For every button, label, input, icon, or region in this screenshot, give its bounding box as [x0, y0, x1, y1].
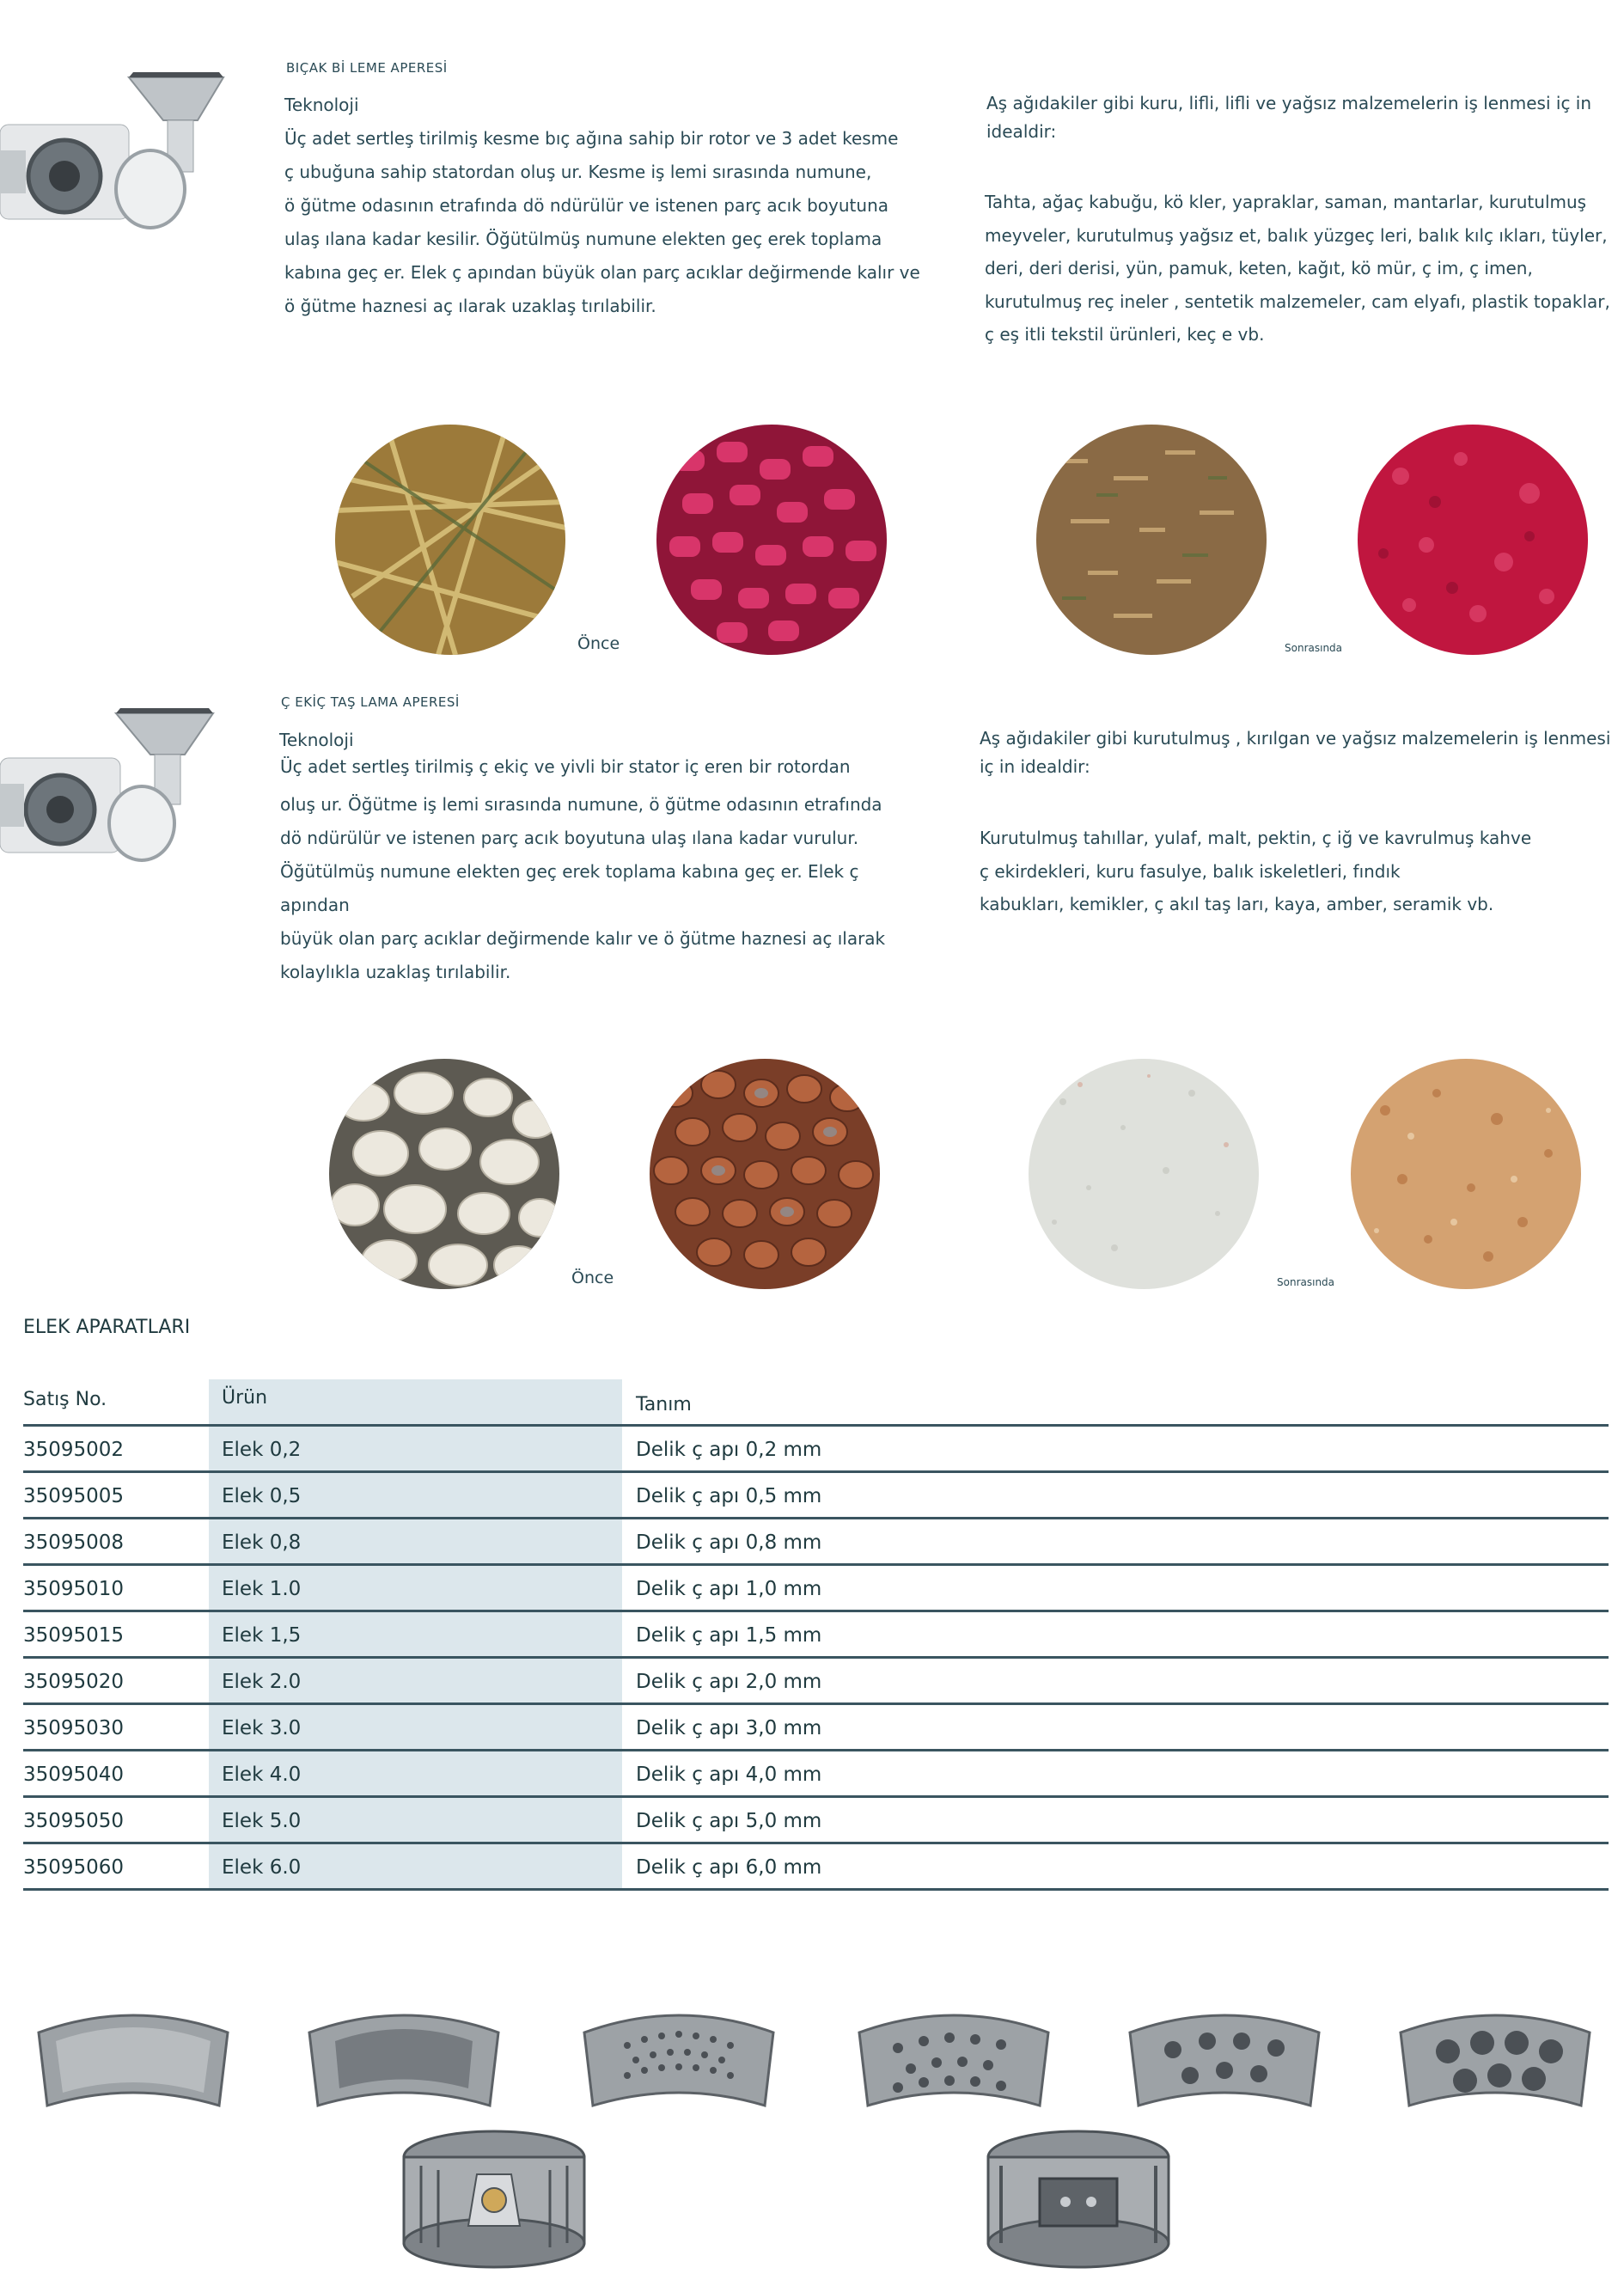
text-line: Kurutulmuş tahıllar, yulaf, malt, pektin, ç iğ ve kavrulmuş kahve	[980, 828, 1532, 848]
sales-no-cell: 35095030	[23, 1717, 125, 1739]
product-cell: Elek 0,5	[222, 1485, 302, 1507]
sieve-0-5-image	[301, 1998, 507, 2118]
text-line: Aş ağıdakiler gibi kurutulmuş , kırılgan ve yağsız malzemelerin iş lenmesi	[980, 728, 1611, 749]
before-caption: Önce	[577, 634, 620, 653]
table-row	[23, 1751, 1609, 1798]
sales-no-cell: 35095050	[23, 1810, 125, 1832]
column-header-sales-no: Satış No.	[23, 1389, 107, 1410]
text-line: kabukları, kemikler, ç akıl taş ları, kaya, amber, seramik vb.	[980, 894, 1494, 914]
table-row	[23, 1427, 1609, 1473]
description-text	[280, 750, 933, 989]
product-cell: Elek 1.0	[222, 1578, 302, 1600]
table-row	[23, 1705, 1609, 1751]
description-cell: Delik ç apı 6,0 mm	[636, 1856, 822, 1879]
text-line: ö ğütme odasının etrafında dö ndürülür ve istenen parç acık boyutuna	[284, 195, 888, 216]
sales-no-cell: 35095010	[23, 1578, 125, 1600]
before-caption: Önce	[571, 1268, 614, 1287]
product-cell: Elek 3.0	[222, 1717, 302, 1739]
product-cell: Elek 6.0	[222, 1856, 302, 1879]
materials-text	[985, 186, 1621, 351]
sieve-0-2-image	[30, 1998, 236, 2118]
description-cell: Delik ç apı 1,0 mm	[636, 1578, 822, 1600]
sales-no-cell: 35095008	[23, 1531, 125, 1554]
column-header-description: Tanım	[636, 1394, 692, 1415]
sales-no-cell: 35095002	[23, 1439, 125, 1461]
text-line: Aş ağıdakiler gibi kuru, lifli, lifli ve yağsız malzemelerin iş lenmesi iç in	[986, 93, 1592, 113]
text-line: Üç adet sertleş tirilmiş ç ekiç ve yivli bir stator iç eren bir rotordan	[280, 756, 851, 777]
sales-no-cell: 35095060	[23, 1856, 125, 1879]
text-line: Üç adet sertleş tirilmiş kesme bıç ağına sahip bir rotor ve 3 adet kesme	[284, 128, 899, 149]
technology-label: Teknoloji	[279, 730, 354, 750]
product-cell: Elek 5.0	[222, 1810, 302, 1832]
pebbles-sample-image	[329, 1059, 559, 1289]
description-cell: Delik ç apı 2,0 mm	[636, 1671, 822, 1693]
red-pellets-sample-image	[656, 425, 887, 655]
description-cell: Delik ç apı 1,5 mm	[636, 1624, 822, 1647]
description-cell: Delik ç apı 5,0 mm	[636, 1810, 822, 1832]
column-header-product: Ürün	[222, 1387, 268, 1409]
text-line: ç ubuğuna sahip statordan oluş ur. Kesme iş lemi sırasında numune,	[284, 162, 872, 182]
sales-no-cell: 35095015	[23, 1624, 125, 1647]
after-caption: Sonrasında	[1285, 642, 1343, 654]
description-cell: Delik ç apı 0,8 mm	[636, 1531, 822, 1554]
text-line: iç in idealdir:	[980, 756, 1090, 777]
sales-no-cell: 35095020	[23, 1671, 125, 1693]
text-line: ö ğütme haznesi aç ılarak uzaklaş tırılabilir.	[284, 296, 656, 316]
text-line: ç eş itli tekstil ürünleri, keç e vb.	[985, 324, 1265, 345]
description-cell: Delik ç apı 3,0 mm	[636, 1717, 822, 1739]
hammer-rotor-image	[980, 2123, 1177, 2269]
coffee-powder-sample-image	[1351, 1059, 1581, 1289]
text-line: ç ekirdekleri, kuru fasulye, balık iskeletleri, fındık	[980, 860, 1401, 882]
ideal-for-text	[986, 89, 1622, 146]
product-cell: Elek 1,5	[222, 1624, 302, 1647]
beans-sample-image	[650, 1059, 880, 1289]
hammer-mill-illustration	[0, 705, 223, 877]
knife-mill-illustration	[0, 69, 223, 241]
technology-label: Teknoloji	[284, 95, 359, 115]
sieve-1-0-image	[576, 1998, 782, 2118]
sieve-section-title: ELEK APARATLARI	[23, 1317, 191, 1338]
text-line: deri, deri derisi, yün, pamuk, keten, kağıt, kö mür, ç im, ç imen,	[985, 258, 1533, 278]
sieve-4-0-image	[1121, 1998, 1328, 2118]
ground-straw-sample-image	[1036, 425, 1267, 655]
description-cell: Delik ç apı 4,0 mm	[636, 1764, 822, 1786]
sales-no-cell: 35095005	[23, 1485, 125, 1507]
product-cell: Elek 4.0	[222, 1764, 302, 1786]
table-row	[23, 1612, 1609, 1659]
table-row	[23, 1798, 1609, 1844]
text-line: Tahta, ağaç kabuğu, kö kler, yapraklar, saman, mantarlar, kurutulmuş	[985, 192, 1587, 212]
text-line: Öğütülmüş numune elekten geç erek toplama kabına geç er. Elek ç apından	[280, 861, 859, 915]
description-text	[284, 122, 920, 323]
product-cell: Elek 0,8	[222, 1531, 302, 1554]
text-line: oluş ur. Öğütme iş lemi sırasında numune, ö ğütme odasının etrafında	[280, 794, 882, 815]
table-row	[23, 1473, 1609, 1519]
text-line: kurutulmuş reç ineler , sentetik malzemeler, cam elyafı, plastik topaklar,	[985, 290, 1610, 312]
section-title: Ç EKİÇ TAŞ LAMA APERESİ	[281, 694, 460, 710]
knife-rotor-image	[395, 2123, 593, 2269]
materials-text	[980, 822, 1615, 921]
text-line: dö ndürülür ve istenen parç acık boyutuna ulaş ılana kadar vurulur.	[280, 828, 859, 848]
text-line: idealdir:	[986, 121, 1057, 142]
table-row	[23, 1659, 1609, 1705]
table-row	[23, 1844, 1609, 1891]
straw-sample-image	[335, 425, 565, 655]
sales-no-cell: 35095040	[23, 1764, 125, 1786]
white-powder-sample-image	[1029, 1059, 1259, 1289]
table-row	[23, 1566, 1609, 1612]
description-cell: Delik ç apı 0,5 mm	[636, 1485, 822, 1507]
text-line: büyük olan parç acıklar değirmende kalır ve ö ğütme haznesi aç ılarak	[280, 928, 886, 949]
product-cell: Elek 2.0	[222, 1671, 302, 1693]
text-line: kabına geç er. Elek ç apından büyük olan parç acıklar değirmende kalır ve	[284, 262, 920, 283]
section-title: BIÇAK Bİ LEME APERESİ	[286, 60, 448, 76]
text-line: meyveler, kurutulmuş yağsız et, balık yüzgeç leri, balık kılç ıkları, tüyler,	[985, 224, 1608, 246]
product-cell: Elek 0,2	[222, 1439, 302, 1461]
sieve-2-0-image	[851, 1998, 1057, 2118]
after-caption: Sonrasında	[1277, 1276, 1335, 1288]
table-row	[23, 1519, 1609, 1566]
sieve-6-0-image	[1392, 1998, 1598, 2118]
text-line: ulaş ılana kadar kesilir. Öğütülmüş numune elekten geç erek toplama	[284, 229, 882, 249]
red-powder-sample-image	[1358, 425, 1588, 655]
text-line: kolaylıkla uzaklaş tırılabilir.	[280, 962, 511, 982]
ideal-for-text	[980, 724, 1615, 781]
description-cell: Delik ç apı 0,2 mm	[636, 1439, 822, 1461]
row-divider	[23, 1888, 1609, 1891]
